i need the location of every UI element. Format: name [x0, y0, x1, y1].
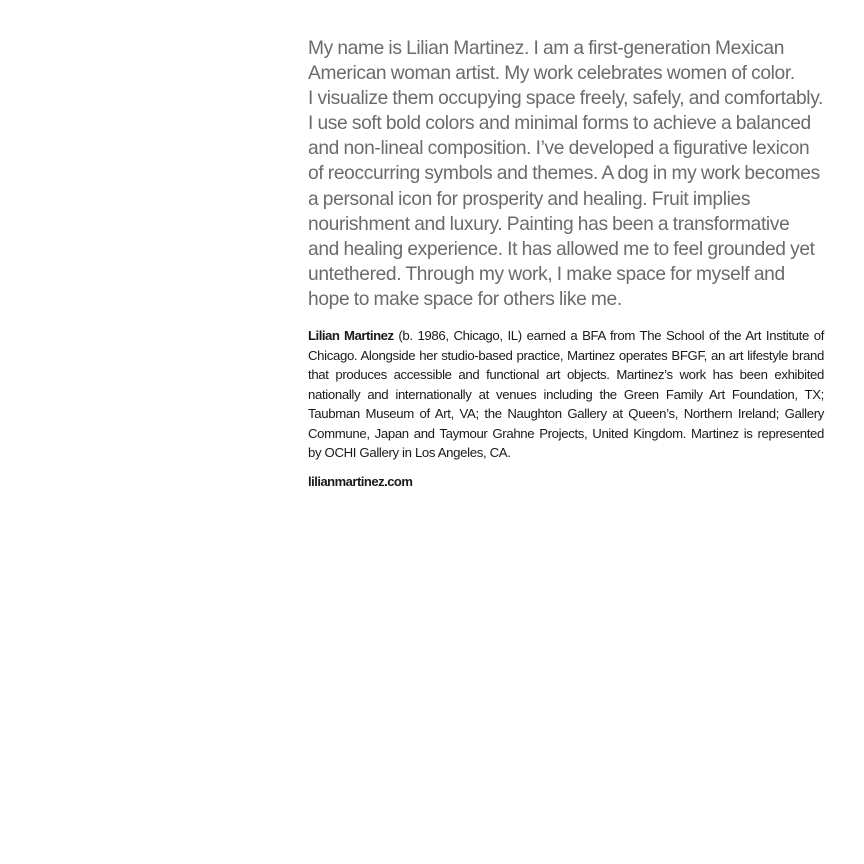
- artist-bio: [308, 326, 824, 463]
- statement-line: and healing experience. It has allowed me to feel grounded yet: [308, 238, 815, 260]
- statement-line: I use soft bold colors and minimal forms to achieve a balanced: [308, 113, 811, 135]
- statement-line: I visualize them occupying space freely, safely, and comfortably.: [308, 88, 824, 110]
- bio-artist-name: Lilian Martinez: [308, 328, 394, 344]
- statement-line: a personal icon for prosperity and healing. Fruit implies: [308, 188, 751, 210]
- statement-line: untethered. Through my work, I make space for myself and: [308, 263, 785, 285]
- text-column: [308, 36, 824, 491]
- bio-text: (b. 1986, Chicago, IL) earned a BFA from The School of the Art Institute of Chicago. Alongside her studio-based practice, Martinez operates BFGF, an art lifestyle brand that produces accessible and functional art objects. Martinez’s work has been exhibited nationally and internationally at venues including the Green Family Art Foundation, TX; Taubman Museum of Art, VA; the Naughton Gallery at Queen’s, Northern Ireland; Gallery Commune, Japan and Taymour Grahne Projects, United Kingdom. Martinez is represented by OCHI Gallery in Los Angeles, CA.: [308, 328, 825, 461]
- statement-line: American woman artist. My work celebrates women of color.: [308, 63, 795, 85]
- statement-line: nourishment and luxury. Painting has been a transformative: [308, 213, 790, 235]
- statement-line: hope to make space for others like me.: [308, 288, 622, 310]
- website-link[interactable]: lilianmartinez.com: [308, 473, 413, 489]
- statement-line: of reoccurring symbols and themes. A dog in my work becomes: [308, 163, 820, 185]
- statement-line: and non-lineal composition. I’ve developed a figurative lexicon: [308, 138, 810, 160]
- statement-line: My name is Lilian Martinez. I am a first-generation Mexican: [308, 38, 785, 59]
- artist-statement: [308, 36, 824, 312]
